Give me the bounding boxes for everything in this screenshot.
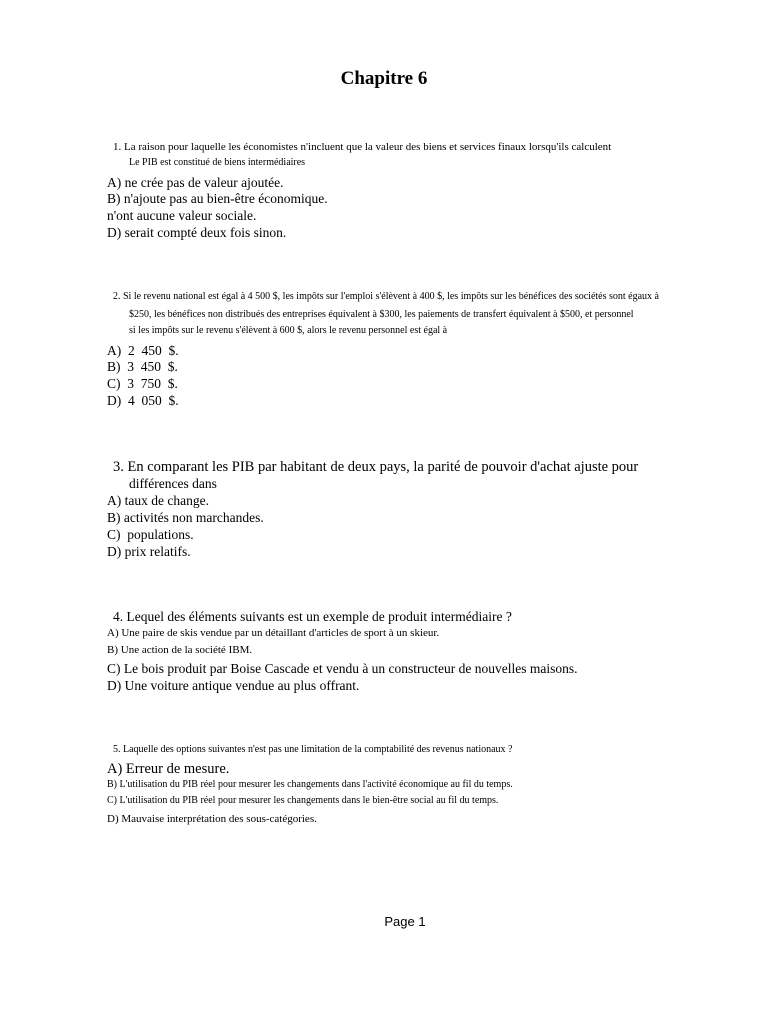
answer-option: B) Une action de la société IBM. (107, 644, 253, 656)
answer-option: D) 4 050 $. (107, 393, 179, 408)
question-stem: si les impôts sur le revenu s'élèvent à 600 $, alors le revenu personnel est égal à (129, 325, 448, 336)
question-stem: 4. Lequel des éléments suivants est un exemple de produit intermédiaire ? (113, 609, 512, 624)
answer-option: A) 2 450 $. (107, 343, 179, 358)
page-number: Page 1 (384, 914, 426, 929)
answer-option: A) taux de change. (107, 493, 209, 508)
answer-option: A) ne crée pas de valeur ajoutée. (107, 175, 284, 190)
answer-option: B) activités non marchandes. (107, 510, 264, 525)
answer-option: D) prix relatifs. (107, 544, 191, 559)
answer-option: D) Une voiture antique vendue au plus offrant. (107, 678, 360, 693)
question-stem: 1. La raison pour laquelle les économistes n'incluent que la valeur des biens et services finaux lorsqu'ils calculent (113, 141, 612, 153)
question-stem: 2. Si le revenu national est égal à 4 500 $, les impôts sur l'emploi s'élèvent à 400 $, les impôts sur les bénéfices des sociétés sont égaux à (113, 291, 659, 302)
answer-option: C) L'utilisation du PIB réel pour mesurer les changements dans le bien-être social au fil du temps. (107, 795, 499, 806)
answer-option: n'ont aucune valeur sociale. (107, 208, 257, 223)
answer-option: C) Le bois produit par Boise Cascade et vendu à un constructeur de nouvelles maisons. (107, 661, 578, 676)
answer-option: B) n'ajoute pas au bien-être économique. (107, 191, 328, 206)
answer-option: B) 3 450 $. (107, 359, 178, 374)
answer-option: A) Erreur de mesure. (107, 761, 230, 777)
question-stem: différences dans (129, 476, 217, 491)
page-title: Chapitre 6 (340, 68, 428, 89)
answer-option: D) serait compté deux fois sinon. (107, 225, 287, 240)
question-stem: 5. Laquelle des options suivantes n'est pas une limitation de la comptabilité des revenus nationaux ? (113, 744, 513, 755)
question-stem: $250, les bénéfices non distribués des entreprises équivalent à $300, les paiements de transfert équivalent à $500, et personnel (129, 309, 634, 320)
answer-option: C) 3 750 $. (107, 376, 178, 391)
answer-option: B) L'utilisation du PIB réel pour mesurer les changements dans l'activité économique au fil du temps. (107, 779, 513, 790)
question-stem: 3. En comparant les PIB par habitant de deux pays, la parité de pouvoir d'achat ajuste pour (113, 459, 639, 475)
question-stem: Le PIB est constitué de biens intermédiaires (129, 157, 306, 168)
answer-option: C) populations. (107, 527, 194, 542)
answer-option: A) Une paire de skis vendue par un détaillant d'articles de sport à un skieur. (107, 627, 440, 639)
answer-option: D) Mauvaise interprétation des sous-catégories. (107, 813, 317, 825)
